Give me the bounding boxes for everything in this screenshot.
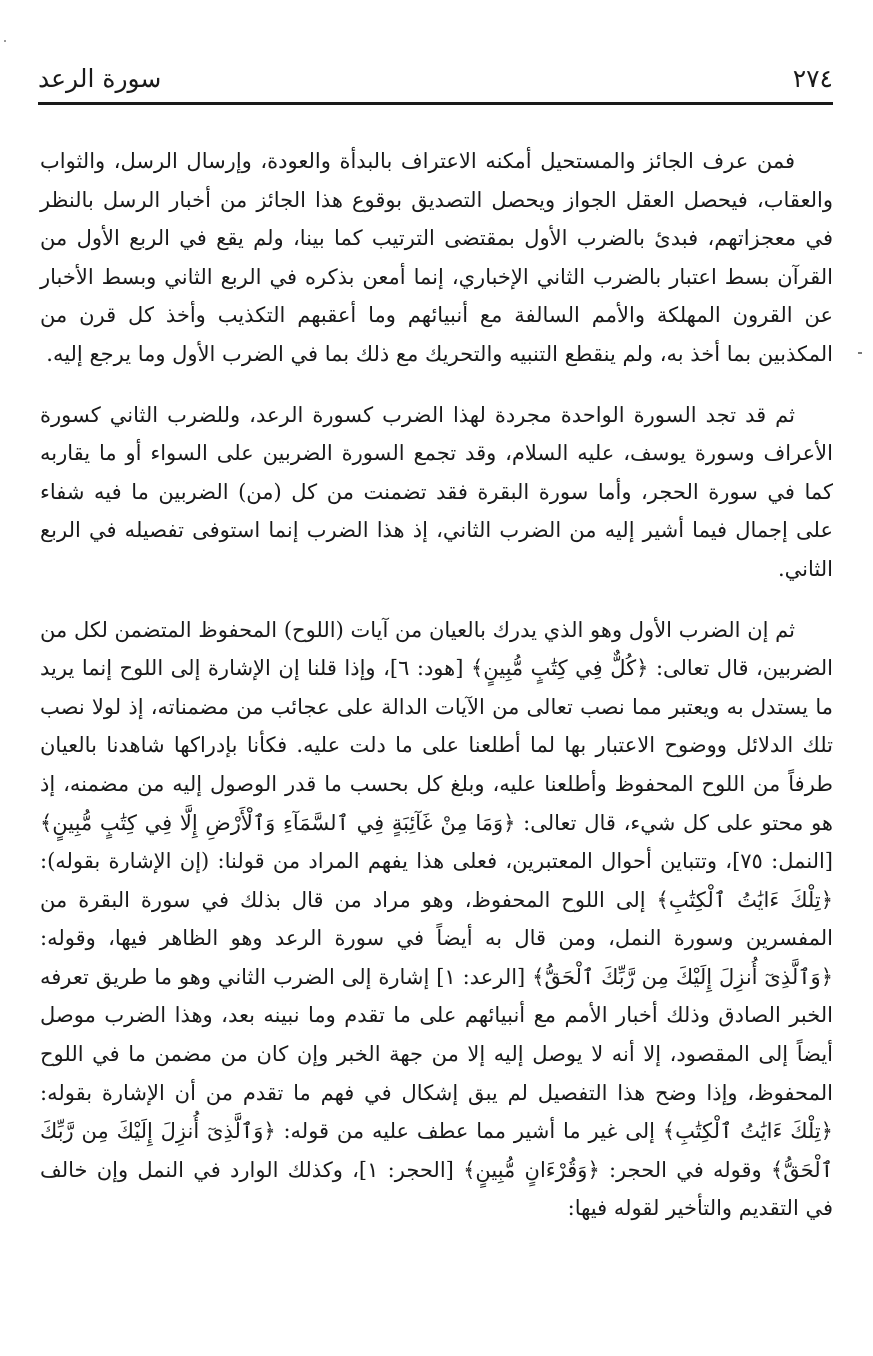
page-header	[38, 56, 833, 100]
page-edge-mark	[4, 40, 6, 42]
paragraph-3: ثم إن الضرب الأول وهو الذي يدرك بالعيان من آيات (اللوح) المحفوظ المتضمن لكل من الضربين، قال تعالى: ﴿كُلٌّ فِي كِتَٰبٍ مُّبِينٍ﴾ [هود: ٦]، وإذا قلنا إن الإشارة إلى اللوح إنما يريد ما يستدل به ويعتبر مما نصب تعالى من الآيات الدالة على عجائب من مضمناته، إذ لولا نصب تلك الدلائل ووضوح الاعتبار بها لما أطلعنا على ما دلت عليه. فكأنا بإدراكها شاهدنا بالعيان طرفاً من اللوح المحفوظ وأطلعنا عليه، وبلغ كل بحسب ما قدر الوصول إليه من مضمنه، إذ هو محتو على كل شيء، قال تعالى: ﴿وَمَا مِنْ غَآئِبَةٍ فِي ٱلسَّمَآءِ وَٱلْأَرْضِ إِلَّا فِي كِتَٰبٍ مُّبِينٍ﴾ [النمل: ٧٥]، وتتباين أحوال المعتبرين، فعلى هذا يفهم المراد من قولنا: (إن الإشارة بقوله): ﴿تِلْكَ ءَايَٰتُ ٱلْكِتَٰبِ﴾ إلى اللوح المحفوظ، وهو مراد من قال بذلك في سورة البقرة من المفسرين وسورة النمل، ومن قال به أيضاً في سورة الرعد وهو الظاهر فيها، وقوله: ﴿وَٱلَّذِىٓ أُنزِلَ إِلَيْكَ مِن رَّبِّكَ ٱلْحَقُّ﴾ [الرعد: ١] إشارة إلى الضرب الثاني وهو ما طريق تعرفه الخبر الصادق وذلك أخبار الأمم مع أنبيائهم على ما تقدم وما نبينه بعد، وهذا الضرب موصل أيضاً إلى المقصود، إلا أنه لا يوصل إليه إلا من جهة الخبر وإن كان من مضمن ما في اللوح المحفوظ، وإذا وضح هذا التفصيل لم يبق إشكال في فهم ما تقدم من أن الإشارة بقوله: ﴿تِلْكَ ءَايَٰتُ ٱلْكِتَٰبِ﴾ إلى غير ما أشير مما عطف عليه من قوله: ﴿وَٱلَّذِىٓ أُنزِلَ إِلَيْكَ مِن رَّبِّكَ ٱلْحَقُّ﴾ وقوله في الحجر: ﴿وَقُرْءَانٍ مُّبِينٍ﴾ [الحجر: ١]، وكذلك الوارد في النمل وإن خالف في التقديم والتأخير لقوله فيها:	[40, 617, 834, 1221]
margin-mark	[858, 352, 862, 354]
paragraph-1: فمن عرف الجائز والمستحيل أمكنه الاعتراف بالبدأة والعودة، وإرسال الرسل، والثواب والعقاب، فيحصل العقل الجواز ويحصل التصديق بوقوع هذا الجائز من أخبار الرسل بالنظر في معجزاتهم، فبدئ بالضرب الأول بمقتضى الترتيب كما بينا، ولم يقع في الربع الأول من القرآن بسط اعتبار بالضرب الثاني الإخباري، إنما أمعن بذكره في الربع الثاني وبسط الأخبار عن القرون المهلكة والأمم السالفة مع أنبيائهم وما أعقبهم التكذيب وأخذ كل قرن من المكذبين بما أخذ به، ولم ينقطع التنبيه والتحريك مع ذلك بما في الضرب الأول وما يرجع إليه.	[40, 149, 833, 366]
running-title: سورة الرعد	[38, 63, 162, 93]
header-rule	[38, 102, 833, 105]
paragraph-2: ثم قد تجد السورة الواحدة مجردة لهذا الضرب كسورة الرعد، وللضرب الثاني كسورة الأعراف وسورة يوسف، عليه السلام، وقد تجمع السورة الضربين على السواء أو ما يقاربه كما في سورة الحجر، وأما سورة البقرة فقد تضمنت من كل (من) الضربين ما فيه شفاء على إجمال فيما أشير إليه من الضرب الثاني، إذ هذا الضرب إنما استوفى تفصيله في الربع الثاني.	[40, 402, 833, 581]
page-body	[40, 142, 833, 1228]
page-number: ٢٧٤	[792, 63, 833, 93]
